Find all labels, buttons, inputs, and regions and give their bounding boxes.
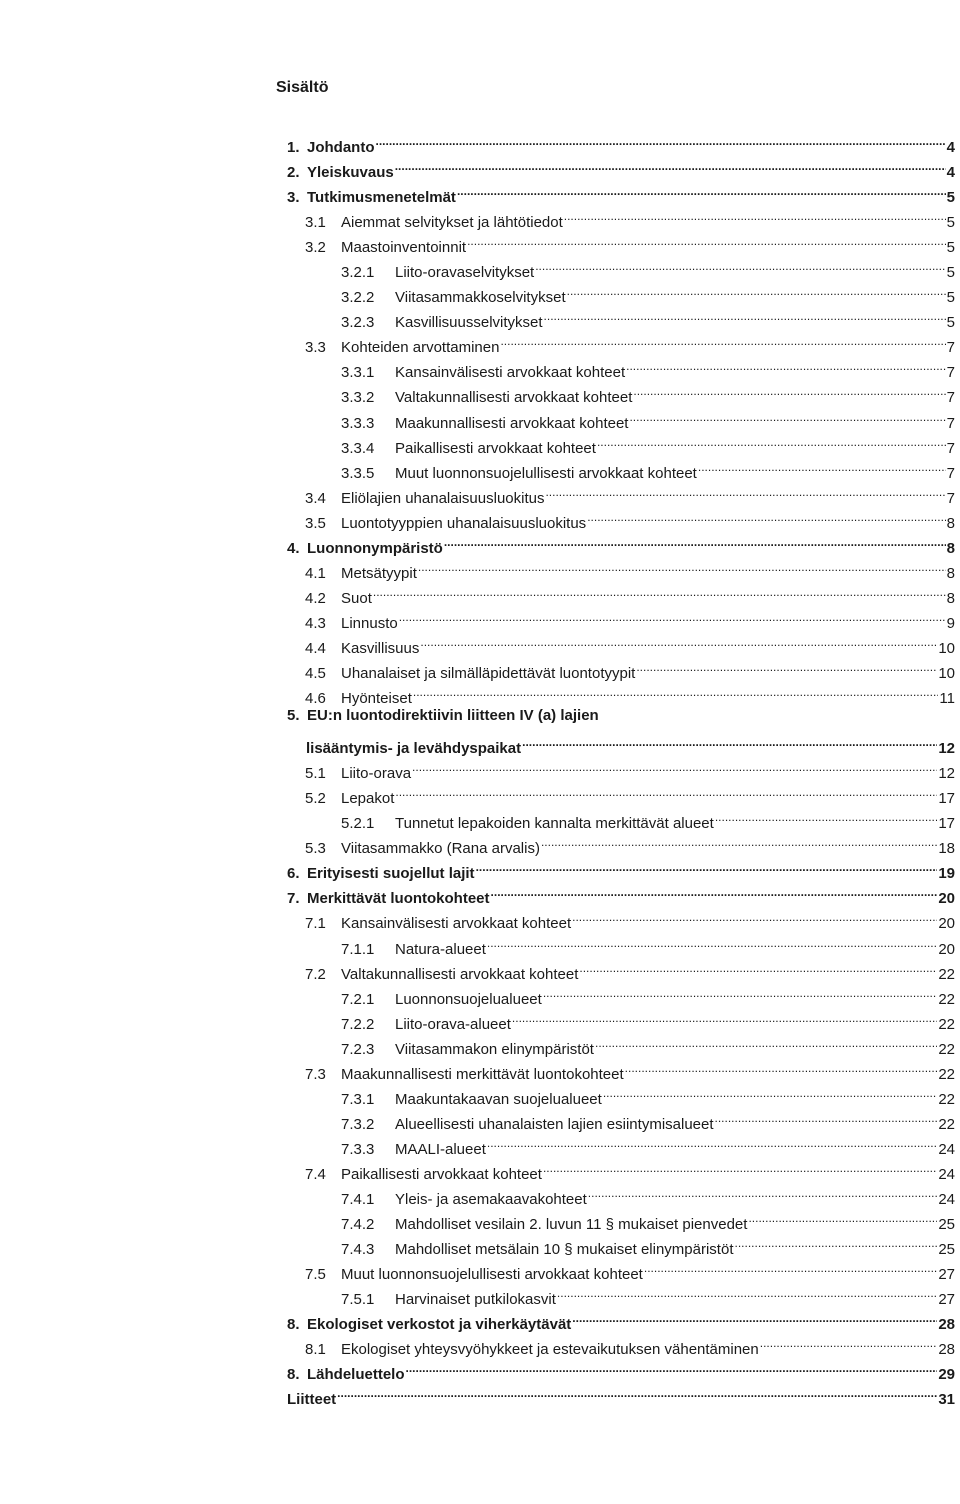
- toc-entry-title: Liito-orava-alueet: [395, 1015, 511, 1033]
- toc-entry[interactable]: [0, 1154, 960, 1183]
- toc-entry-title: Kasvillisuus: [341, 639, 420, 657]
- toc-entry-number: 4.: [287, 539, 300, 557]
- dot-leader: [636, 653, 937, 678]
- toc-entry-number: 7.: [287, 890, 300, 908]
- toc-entry-page: 8: [946, 539, 955, 557]
- toc-entry-number: 2.: [287, 164, 300, 182]
- toc-entry-page: 20: [938, 890, 955, 908]
- dot-leader: [535, 252, 945, 277]
- toc-entry-number: 7.3.3: [341, 1140, 375, 1158]
- toc-entry[interactable]: [0, 1379, 960, 1409]
- toc-entry-number: 7.5.1: [341, 1291, 375, 1309]
- toc-entry[interactable]: [0, 1254, 960, 1284]
- toc-entry-title: Merkittävät luontokohteet: [307, 890, 490, 908]
- dot-leader: [413, 678, 939, 703]
- toc-entry-title: Ekologiset yhteysvyöhykkeet ja estevaikutuksen vähentäminen: [341, 1341, 759, 1359]
- dot-leader: [629, 403, 945, 428]
- toc-entry[interactable]: [0, 1304, 960, 1334]
- toc-entry[interactable]: [0, 1054, 960, 1083]
- toc-entry[interactable]: [0, 277, 960, 307]
- toc-entry-title: Viitasammakon elinympäristöt: [395, 1040, 594, 1058]
- toc-entry-title: Aiemmat selvitykset ja lähtötiedot: [341, 214, 563, 232]
- toc-entry-number: 3.3.2: [341, 389, 375, 407]
- toc-entry-title: Ekologiset verkostot ja viherkäytävät: [307, 1316, 572, 1334]
- toc-entry-page: 28: [938, 1341, 955, 1359]
- toc-entry-page: 7: [946, 464, 955, 482]
- dot-leader: [698, 453, 946, 478]
- dot-leader: [595, 1029, 937, 1054]
- toc-entry-title: Kansainvälisesti arvokkaat kohteet: [395, 364, 626, 382]
- dot-leader: [457, 177, 946, 202]
- toc-entry-title: Muut luonnonsuojelullisesti arvokkaat kohteet: [341, 1266, 643, 1284]
- toc-entry-number: 3.4: [305, 489, 326, 507]
- dot-leader: [572, 1304, 937, 1329]
- toc-entry-number: 5.2: [305, 790, 326, 808]
- toc-entry-title: Viitasammakkoselvitykset: [395, 289, 566, 307]
- toc-entry[interactable]: [0, 1029, 960, 1058]
- toc-entry-number: 7.1: [305, 915, 326, 933]
- toc-entry[interactable]: [0, 703, 960, 728]
- toc-entry-number: 4.5: [305, 664, 326, 682]
- toc-entry-number: 3.2.1: [341, 264, 375, 282]
- toc-entry-number: 7.4.3: [341, 1241, 375, 1259]
- toc-entry-page: 7: [946, 439, 955, 457]
- toc-entry-title: Hyönteiset: [341, 690, 412, 708]
- toc-entry-number: 8.: [287, 1366, 300, 1384]
- toc-entry-page: 22: [938, 965, 955, 983]
- toc-entry[interactable]: [0, 227, 960, 257]
- dot-leader: [588, 1179, 938, 1204]
- toc-entry-number: 8.: [287, 1316, 300, 1334]
- dot-leader: [748, 1204, 937, 1229]
- toc-entry[interactable]: [0, 778, 960, 808]
- toc-entry[interactable]: [0, 678, 960, 708]
- toc-entry[interactable]: [0, 352, 960, 382]
- toc-entry[interactable]: [0, 553, 960, 582]
- toc-entry[interactable]: [0, 603, 960, 632]
- toc-entry-page: 7: [946, 364, 955, 382]
- toc-entry[interactable]: [0, 127, 960, 156]
- toc-entry-page: 12: [938, 765, 955, 783]
- dot-leader: [544, 302, 946, 327]
- toc-entry-number: 7.4.1: [341, 1190, 375, 1208]
- toc-entry-number: 5.1: [305, 765, 326, 783]
- toc-entry-number: 3.1: [305, 214, 326, 232]
- toc-entry[interactable]: [0, 903, 960, 933]
- dot-leader: [545, 478, 945, 503]
- toc-entry-page: 18: [938, 840, 955, 858]
- toc-entry-number: 1.: [287, 139, 300, 156]
- toc-entry-number: 7.2.2: [341, 1015, 375, 1033]
- dot-leader: [395, 152, 946, 177]
- dot-leader: [543, 1154, 937, 1179]
- toc-entry[interactable]: [0, 753, 960, 783]
- toc-entry[interactable]: [0, 152, 960, 182]
- toc-entry-number: 8.1: [305, 1341, 326, 1359]
- toc-entry-title: Mahdolliset vesilain 2. luvun 11 § mukaiset pienvedet: [395, 1216, 748, 1234]
- toc-entry[interactable]: [0, 1229, 960, 1259]
- toc-entry-page: 7: [946, 389, 955, 407]
- dot-leader: [491, 878, 938, 903]
- toc-entry-page: 24: [938, 1190, 955, 1208]
- toc-entry-number: 5.2.1: [341, 815, 375, 833]
- toc-entry[interactable]: [0, 1079, 960, 1108]
- toc-entry-title: Valtakunnallisesti arvokkaat kohteet: [341, 965, 579, 983]
- toc-entry-number: 3.2.3: [341, 314, 375, 332]
- dot-leader: [572, 903, 937, 928]
- toc-entry-number: 5.: [287, 707, 300, 725]
- toc-entry-page: 25: [938, 1241, 955, 1259]
- dot-leader: [633, 377, 945, 402]
- dot-leader: [500, 327, 945, 352]
- toc-entry-page: 22: [938, 1090, 955, 1108]
- toc-entry[interactable]: [0, 1354, 960, 1384]
- toc-entry-number: 7.2.1: [341, 990, 375, 1008]
- toc-entry-page: 22: [938, 1065, 955, 1083]
- toc-entry-title: Maastoinventoinnit: [341, 239, 467, 257]
- dot-leader: [522, 728, 937, 753]
- toc-entry-title: Valtakunnallisesti arvokkaat kohteet: [395, 389, 633, 407]
- toc-entry[interactable]: [0, 954, 960, 983]
- toc-entry-title: Linnusto: [341, 614, 398, 632]
- toc-entry-number: 7.4.2: [341, 1216, 375, 1234]
- toc-entry-title: Liito-orava: [341, 765, 412, 783]
- dot-leader: [715, 1104, 938, 1129]
- toc-entry-number: 4.4: [305, 639, 326, 657]
- toc-entry[interactable]: [0, 628, 960, 657]
- toc-entry-number: 7.5: [305, 1266, 326, 1284]
- toc-entry-number: 7.1.1: [341, 940, 375, 958]
- toc-entry-number: 7.4: [305, 1165, 326, 1183]
- dot-leader: [735, 1229, 938, 1254]
- toc-entry-title: Paikallisesti arvokkaat kohteet: [395, 439, 596, 457]
- toc-entry-page: 5: [946, 214, 955, 232]
- toc-entry-page: 27: [938, 1266, 955, 1284]
- toc-entry-title: Paikallisesti arvokkaat kohteet: [341, 1165, 542, 1183]
- toc-entry-title: Erityisesti suojellut lajit: [307, 865, 475, 883]
- toc-entry-title: Liitteet: [287, 1391, 337, 1409]
- toc-entry-title: Maakunnallisesti merkittävät luontokohteet: [341, 1065, 624, 1083]
- dot-leader: [557, 1279, 937, 1304]
- dot-leader: [587, 503, 945, 528]
- dot-leader: [412, 753, 937, 778]
- toc-entry[interactable]: [0, 979, 960, 1008]
- toc-entry-number: 7.2.3: [341, 1040, 375, 1058]
- toc-entry[interactable]: [0, 403, 960, 432]
- toc-entry-number: 3.2: [305, 239, 326, 257]
- toc-entry-number: 3.3.5: [341, 464, 375, 482]
- toc-entry[interactable]: [0, 1104, 960, 1133]
- dot-leader: [564, 202, 946, 227]
- dot-leader: [337, 1379, 937, 1404]
- toc-entry-number: 4.6: [305, 690, 326, 708]
- toc-entry-page: 22: [938, 1040, 955, 1058]
- toc-entry-number: 4.3: [305, 614, 326, 632]
- toc-entry-title: Natura-alueet: [395, 940, 486, 958]
- dot-leader: [476, 853, 938, 878]
- table-of-contents: [0, 127, 960, 1409]
- toc-entry-page: 27: [938, 1291, 955, 1309]
- toc-entry-number: 3.5: [305, 514, 326, 532]
- dot-leader: [373, 578, 946, 603]
- toc-entry[interactable]: [0, 1004, 960, 1033]
- toc-entry-page: 17: [938, 815, 955, 833]
- dot-leader: [444, 528, 946, 553]
- toc-entry-title: Uhanalaiset ja silmälläpidettävät luontotyypit: [341, 664, 636, 682]
- toc-entry-page: 24: [938, 1140, 955, 1158]
- toc-entry-title: Yleiskuvaus: [307, 164, 394, 182]
- toc-entry-page: 25: [938, 1216, 955, 1234]
- dot-leader: [541, 828, 937, 853]
- toc-entry-title: Metsätyypit: [341, 564, 417, 582]
- toc-entry[interactable]: [0, 528, 960, 557]
- toc-entry-title: Yleis- ja asemakaavakohteet: [395, 1190, 587, 1208]
- toc-entry-number: 3.: [287, 189, 300, 207]
- toc-entry-title: Lepakot: [341, 790, 395, 808]
- toc-entry[interactable]: [0, 578, 960, 607]
- toc-entry-page: 22: [938, 1115, 955, 1133]
- toc-entry-title: Eliölajien uhanalaisuusluokitus: [341, 489, 545, 507]
- toc-entry-page: 8: [946, 514, 955, 532]
- toc-entry[interactable]: [0, 177, 960, 207]
- dot-leader: [406, 1354, 938, 1379]
- toc-entry-title: Johdanto: [307, 139, 375, 156]
- toc-entry[interactable]: [0, 302, 960, 332]
- toc-entry-title: Luontotyyppien uhanalaisuusluokitus: [341, 514, 587, 532]
- toc-entry-number: 3.2.2: [341, 289, 375, 307]
- toc-entry[interactable]: [0, 828, 960, 858]
- toc-entry-title: Mahdolliset metsälain 10 § mukaiset elinympäristöt: [395, 1241, 734, 1259]
- toc-entry-page: 10: [938, 664, 955, 682]
- toc-entry[interactable]: [0, 1179, 960, 1208]
- toc-entry-title: Luonnonsuojelualueet: [395, 990, 542, 1008]
- toc-entry-page: 22: [938, 990, 955, 1008]
- dot-leader: [625, 1054, 938, 1079]
- toc-entry-number: 7.3.1: [341, 1090, 375, 1108]
- toc-entry-page: 7: [946, 414, 955, 432]
- toc-entry-page: 4: [946, 164, 955, 182]
- toc-entry-page: 24: [938, 1165, 955, 1183]
- toc-entry[interactable]: [0, 478, 960, 507]
- toc-entry-page: 4: [946, 139, 955, 156]
- dot-leader: [597, 428, 946, 453]
- toc-entry-title: EU:n luontodirektiivin liitteen IV (a) lajien: [307, 707, 599, 725]
- toc-entry-page: 7: [946, 489, 955, 507]
- dot-leader: [715, 803, 937, 828]
- toc-entry-page: 22: [938, 1015, 955, 1033]
- toc-entry-title: Suot: [341, 589, 372, 607]
- toc-entry-number: 6.: [287, 865, 300, 883]
- dot-leader: [567, 277, 946, 302]
- dot-leader: [579, 954, 937, 979]
- dot-leader: [399, 603, 946, 628]
- toc-entry-page: 20: [938, 940, 955, 958]
- toc-entry[interactable]: [0, 728, 960, 758]
- toc-entry-title: Muut luonnonsuojelullisesti arvokkaat kohteet: [395, 464, 697, 482]
- toc-entry[interactable]: [0, 929, 960, 958]
- toc-entry[interactable]: [0, 252, 960, 282]
- toc-entry-number: 7.2: [305, 965, 326, 983]
- toc-entry-title: Alueellisesti uhanalaisten lajien esiintymisalueet: [395, 1115, 714, 1133]
- toc-entry-page: 5: [946, 289, 955, 307]
- toc-entry[interactable]: [0, 1329, 960, 1359]
- toc-entry-title: Lähdeluettelo: [307, 1366, 405, 1384]
- toc-entry-number: 7.3: [305, 1065, 326, 1083]
- toc-entry[interactable]: [0, 653, 960, 682]
- toc-entry-page: 8: [946, 564, 955, 582]
- dot-leader: [487, 929, 937, 954]
- dot-leader: [626, 352, 946, 377]
- toc-entry[interactable]: [0, 1204, 960, 1234]
- toc-entry-page: 10: [938, 639, 955, 657]
- toc-entry-page: 5: [946, 189, 955, 207]
- toc-entry-page: 19: [938, 865, 955, 883]
- toc-entry-title: Viitasammakko (Rana arvalis): [341, 840, 540, 858]
- toc-entry-number: 4.2: [305, 589, 326, 607]
- toc-entry-number: 3.3.4: [341, 439, 375, 457]
- toc-entry-number: 7.3.2: [341, 1115, 375, 1133]
- toc-entry-page: 5: [946, 314, 955, 332]
- toc-entry[interactable]: [0, 428, 960, 457]
- toc-entry-number: 4.1: [305, 564, 326, 582]
- toc-entry-number: 3.3.1: [341, 364, 375, 382]
- toc-entry-page: 9: [946, 614, 955, 632]
- dot-leader: [395, 778, 937, 803]
- toc-entry-page: 5: [946, 239, 955, 257]
- toc-entry-title: MAALI-alueet: [395, 1140, 486, 1158]
- toc-entry-page: 17: [938, 790, 955, 808]
- toc-entry-number: 3.3.3: [341, 414, 375, 432]
- dot-leader: [418, 553, 946, 578]
- toc-entry[interactable]: [0, 453, 960, 482]
- dot-leader: [487, 1129, 937, 1154]
- toc-entry[interactable]: [0, 327, 960, 357]
- toc-entry-title: Harvinaiset putkilokasvit: [395, 1291, 556, 1309]
- dot-leader: [512, 1004, 937, 1029]
- toc-entry-number: 3.3: [305, 339, 326, 357]
- toc-entry-page: 7: [946, 339, 955, 357]
- toc-entry-page: 29: [938, 1366, 955, 1384]
- toc-entry-title: lisääntymis- ja levähdyspaikat: [306, 740, 522, 758]
- dot-leader: [644, 1254, 937, 1279]
- toc-entry-title: Maakuntakaavan suojelualueet: [395, 1090, 602, 1108]
- toc-entry[interactable]: [0, 1279, 960, 1309]
- toc-entry-page: 20: [938, 915, 955, 933]
- toc-entry[interactable]: [0, 853, 960, 883]
- toc-entry-title: Kansainvälisesti arvokkaat kohteet: [341, 915, 572, 933]
- page-title: Sisältö: [276, 79, 329, 96]
- toc-entry-number: 5.3: [305, 840, 326, 858]
- toc-entry[interactable]: [0, 202, 960, 232]
- toc-entry-title: Maakunnallisesti arvokkaat kohteet: [395, 414, 629, 432]
- toc-entry-title: Tutkimusmenetelmät: [307, 189, 456, 207]
- toc-entry-page: 5: [946, 264, 955, 282]
- toc-entry-title: Liito-oravaselvitykset: [395, 264, 535, 282]
- dot-leader: [543, 979, 938, 1004]
- toc-entry-title: Tunnetut lepakoiden kannalta merkittävät alueet: [395, 815, 714, 833]
- toc-entry-page: 11: [939, 690, 955, 708]
- toc-entry[interactable]: [0, 377, 960, 407]
- dot-leader: [420, 628, 937, 653]
- toc-entry-page: 28: [938, 1316, 955, 1334]
- toc-entry[interactable]: [0, 503, 960, 532]
- toc-entry[interactable]: [0, 1129, 960, 1158]
- dot-leader: [603, 1079, 937, 1104]
- dot-leader: [376, 127, 946, 152]
- toc-entry[interactable]: [0, 878, 960, 908]
- toc-entry[interactable]: [0, 803, 960, 833]
- toc-entry-page: 12: [938, 740, 955, 758]
- toc-entry-page: 8: [946, 589, 955, 607]
- toc-entry-title: Kohteiden arvottaminen: [341, 339, 500, 357]
- toc-entry-title: Kasvillisuusselvitykset: [395, 314, 543, 332]
- toc-entry-title: Luonnonympäristö: [307, 539, 443, 557]
- dot-leader: [467, 227, 946, 252]
- toc-entry-page: 31: [938, 1391, 955, 1409]
- dot-leader: [760, 1329, 938, 1354]
